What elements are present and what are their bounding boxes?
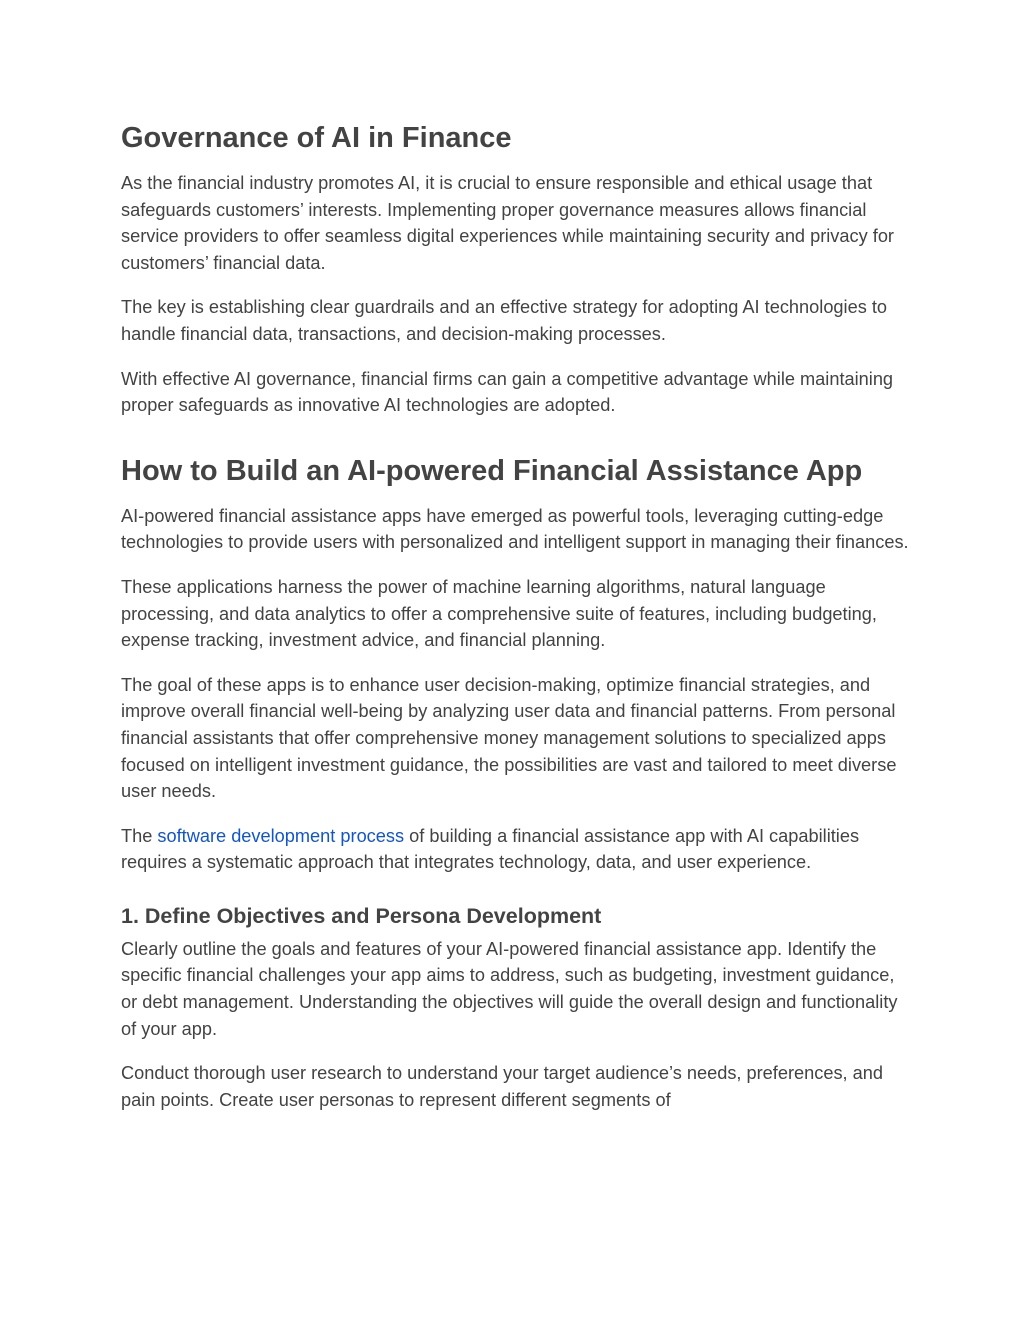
paragraph: These applications harness the power of machine learning algorithms, natural language processing, and data analytics to offer a comprehensive suite of features, including budgeting, expense tracking, investment advice, and financial planning. (121, 576, 877, 651)
paragraph: The key is establishing clear guardrails and an effective strategy for adopting AI technologies to handle financial data, transactions, and decision-making processes. (121, 297, 888, 344)
subheading-define-objectives: 1. Define Objectives and Persona Development (121, 903, 602, 928)
paragraph-with-link (121, 823, 911, 876)
paragraph: With effective AI governance, financial firms can gain a competitive advantage while maintaining proper safeguards as innovative AI technologies are adopted. (121, 368, 894, 416)
software-development-process-link[interactable]: software development process (157, 825, 405, 846)
section-heading-build-app: How to Build an AI-powered Financial Assistance App (121, 454, 863, 487)
paragraph: Clearly outline the goals and features of your AI-powered financial assistance app. Identify the specific financial challenges your app aims to address, such as budgeting, investment guidance, or debt management. Understanding the objectives will guide the overall design and functionality of your app. (121, 938, 898, 1039)
document-page (121, 120, 911, 1131)
link-prefix-text: The (121, 825, 158, 846)
paragraph: AI-powered financial assistance apps have emerged as powerful tools, leveraging cutting-edge technologies to provide users with personalized and intelligent support in managing their finances. (121, 505, 909, 553)
paragraph: The goal of these apps is to enhance user decision-making, optimize financial strategies, and improve overall financial well-being by analyzing user data and financial patterns. From personal financial assistants that offer comprehensive money management solutions to specialized apps focused on intelligent investment guidance, the possibilities are vast and tailored to meet diverse user needs. (121, 674, 897, 802)
link-suffix-text: of building a financial assistance app with AI capabilities requires a systematic approach that integrates technology, data, and user experience. (121, 825, 860, 873)
paragraph: As the financial industry promotes AI, it is crucial to ensure responsible and ethical usage that safeguards customers’ interests. Implementing proper governance measures allows financial service providers to offer seamless digital experiences while maintaining security and privacy for customers’ financial data. (121, 173, 894, 273)
paragraph: Conduct thorough user research to understand your target audience’s needs, preferences, and pain points. Create user personas to represent different segments of (121, 1063, 884, 1110)
section-heading-governance: Governance of AI in Finance (121, 122, 512, 154)
